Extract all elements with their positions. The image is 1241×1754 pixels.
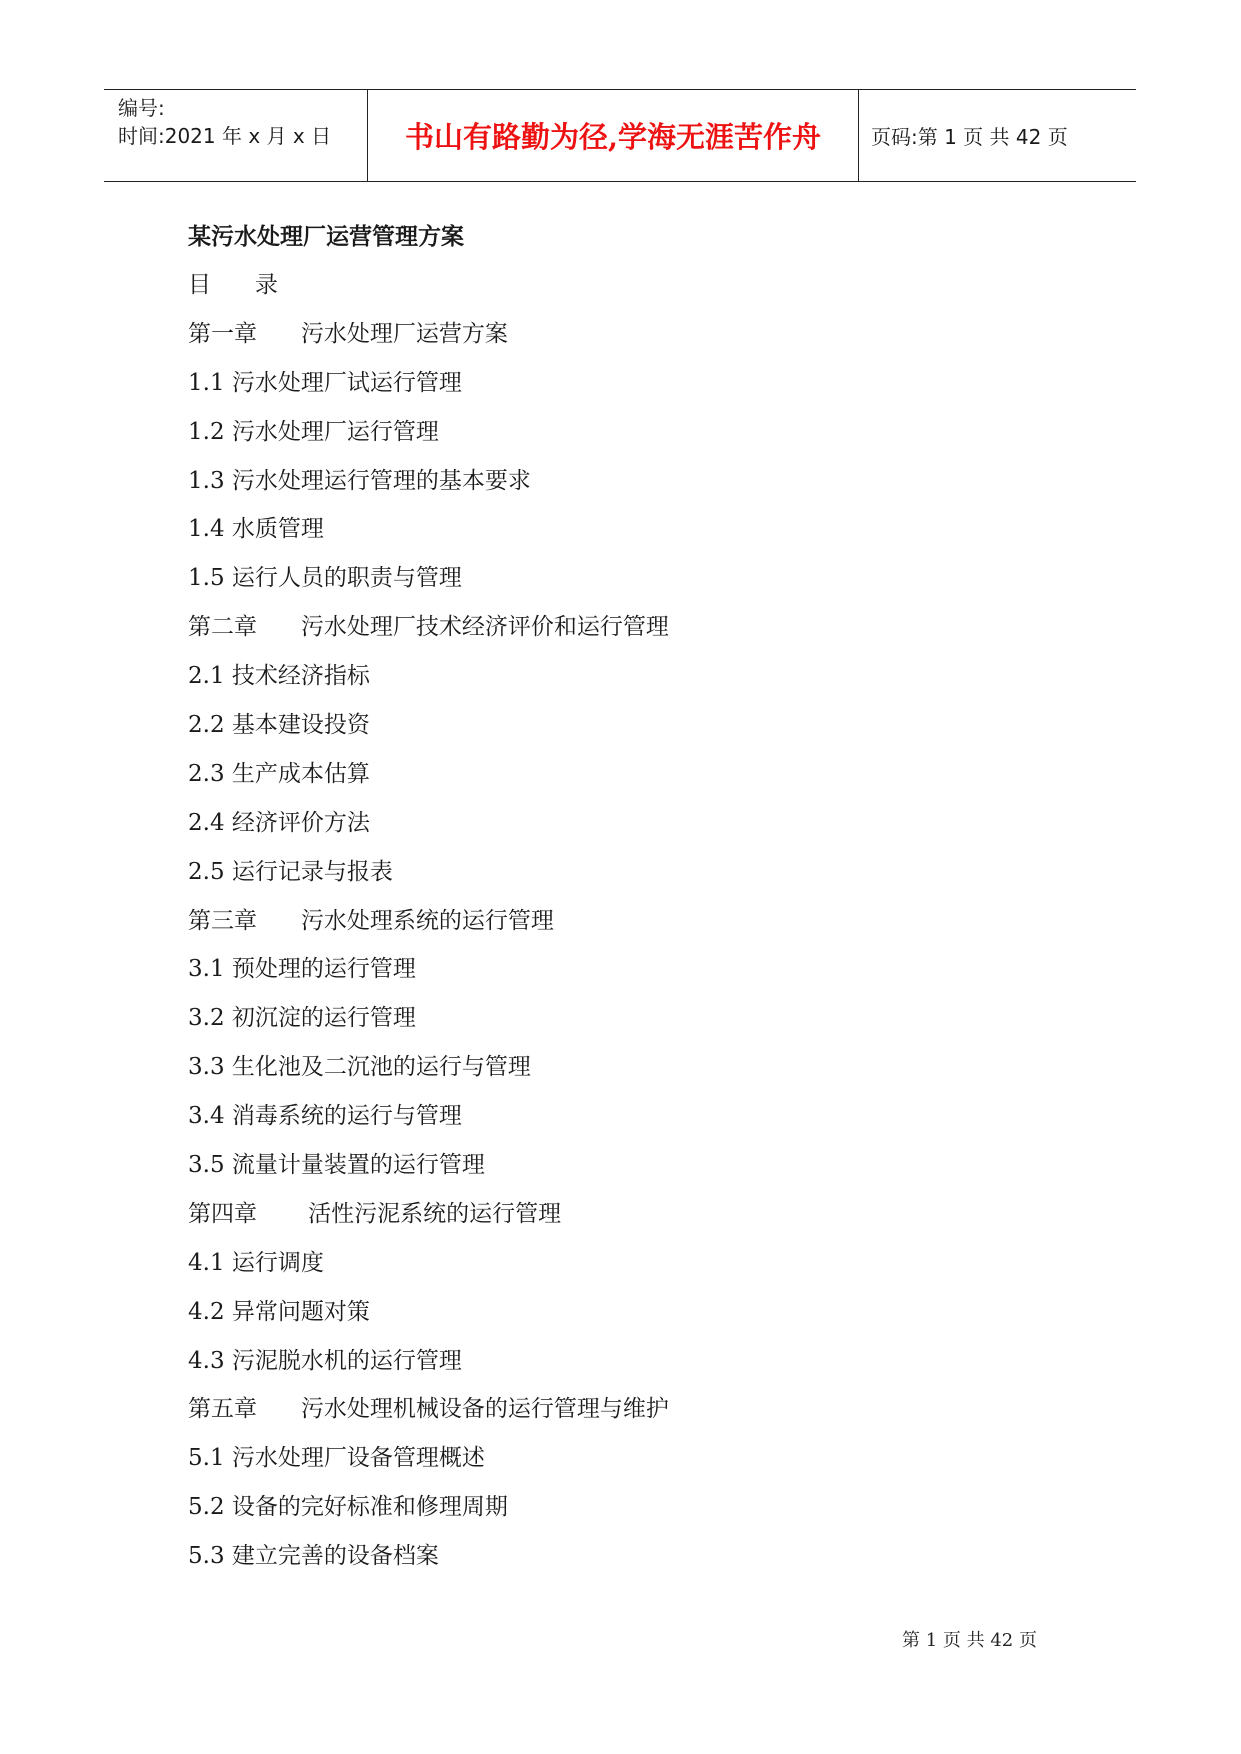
- number-label: 编号:: [118, 96, 165, 120]
- toc-item: 第三章 污水处理系统的运行管理: [188, 907, 554, 934]
- toc-item: 5.3 建立完善的设备档案: [188, 1543, 439, 1570]
- toc-item: 第四章 活性污泥系统的运行管理: [188, 1200, 562, 1227]
- toc-item: 2.5 运行记录与报表: [188, 858, 393, 885]
- toc-item: 3.1 预处理的运行管理: [188, 956, 416, 983]
- toc-item: 1.3 污水处理运行管理的基本要求: [188, 467, 531, 494]
- toc-item: 2.2 基本建设投资: [188, 712, 370, 739]
- toc-item: 1.5 运行人员的职责与管理: [188, 565, 462, 592]
- page-header: [104, 89, 1136, 182]
- toc-item: 4.1 运行调度: [188, 1249, 324, 1276]
- toc-item: 5.2 设备的完好标准和修理周期: [188, 1494, 508, 1521]
- toc-item: 4.2 异常问题对策: [188, 1298, 370, 1325]
- table-of-contents: [188, 310, 1088, 1581]
- toc-item: 3.5 流量计量装置的运行管理: [188, 1152, 485, 1179]
- toc-item: 1.4 水质管理: [188, 516, 324, 543]
- toc-item: 2.1 技术经济指标: [188, 663, 370, 690]
- toc-item: 3.3 生化池及二沉池的运行与管理: [188, 1054, 531, 1081]
- toc-item: 5.1 污水处理厂设备管理概述: [188, 1445, 485, 1472]
- toc-item: 3.2 初沉淀的运行管理: [188, 1005, 416, 1032]
- header-meta: [104, 90, 368, 181]
- page-footer: 第 1 页 共 42 页: [902, 1630, 1037, 1651]
- toc-item: 第五章 污水处理机械设备的运行管理与维护: [188, 1396, 669, 1423]
- toc-item: 第一章 污水处理厂运营方案: [188, 320, 508, 347]
- header-page-info: 页码:第 1 页 共 42 页: [871, 125, 1068, 149]
- time-label: 时间:2021 年 x 月 x 日: [118, 124, 332, 148]
- document-body: [188, 212, 1088, 1581]
- toc-item: 3.4 消毒系统的运行与管理: [188, 1103, 462, 1130]
- header-motto: 书山有路勤为径,学海无涯苦作舟: [368, 90, 859, 181]
- toc-item: 2.3 生产成本估算: [188, 760, 370, 787]
- toc-heading: 目 录: [188, 272, 278, 298]
- toc-item: 1.2 污水处理厂运行管理: [188, 418, 439, 445]
- toc-item: 第二章 污水处理厂技术经济评价和运行管理: [188, 614, 669, 641]
- toc-item: 1.1 污水处理厂试运行管理: [188, 369, 462, 396]
- toc-item: 2.4 经济评价方法: [188, 809, 370, 836]
- document-title: 某污水处理厂运营管理方案: [188, 223, 464, 250]
- toc-item: 4.3 污泥脱水机的运行管理: [188, 1347, 462, 1374]
